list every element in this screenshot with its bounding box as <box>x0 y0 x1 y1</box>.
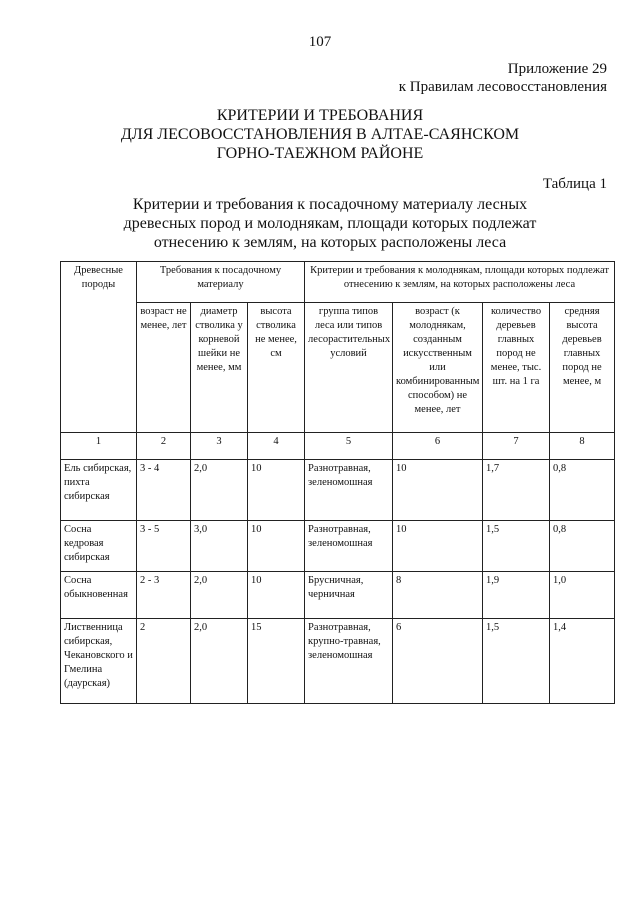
column-number: 4 <box>248 433 305 460</box>
table-cell: 1,5 <box>483 619 550 704</box>
page-number: 107 <box>308 34 332 50</box>
header-young-stands: Критерии и требования к молоднякам, площади которых подлежат отнесению к землям, на которых расположены леса <box>305 262 615 303</box>
table-cell: 10 <box>393 521 483 572</box>
column-number: 2 <box>137 433 191 460</box>
table-cell: 15 <box>248 619 305 704</box>
table-cell: Лиственница сибирская, Чекановского и Гмелина (даурская) <box>61 619 137 704</box>
document-title <box>0 106 640 163</box>
title-line-1: КРИТЕРИИ И ТРЕБОВАНИЯ <box>216 107 424 124</box>
table-row <box>61 572 615 619</box>
table-header-row-2 <box>61 303 615 433</box>
subheader-col-5: группа типов леса или типов лесорастительных условий <box>305 303 393 433</box>
table-cell: 1,5 <box>483 521 550 572</box>
table-cell: 10 <box>248 572 305 619</box>
table-cell: Разнотравная, зеленомошная <box>305 521 393 572</box>
table-cell: Сосна кедровая сибирская <box>61 521 137 572</box>
title-line-2: ДЛЯ ЛЕСОВОССТАНОВЛЕНИЯ В АЛТАЕ-САЯНСКОМ <box>120 126 520 143</box>
header-species: Древесные породы <box>61 262 137 433</box>
caption-line-2: древесных пород и молоднякам, площади которых подлежат <box>123 215 537 232</box>
header-planting-material: Требования к посадочному материалу <box>137 262 305 303</box>
table-cell: 3,0 <box>191 521 248 572</box>
table-caption <box>120 195 540 252</box>
title-line-3: ГОРНО-ТАЕЖНОМ РАЙОНЕ <box>216 145 424 162</box>
column-number: 1 <box>61 433 137 460</box>
table-cell: 2 <box>137 619 191 704</box>
column-number: 3 <box>191 433 248 460</box>
table-cell: 0,8 <box>550 460 615 521</box>
subheader-col-6: возраст (к молоднякам, созданным искусственным или комбинированным способом) не менее, лет <box>393 303 483 433</box>
table-cell: 2,0 <box>191 572 248 619</box>
column-number-row <box>61 433 615 460</box>
table-cell: 3 - 4 <box>137 460 191 521</box>
table-header-row-1 <box>61 262 615 303</box>
criteria-table <box>60 261 615 704</box>
table-cell: 1,4 <box>550 619 615 704</box>
table-cell: 2 - 3 <box>137 572 191 619</box>
subheader-col-7: количество деревьев главных пород не менее, тыс. шт. на 1 га <box>483 303 550 433</box>
subheader-col-4: высота стволика не менее, см <box>248 303 305 433</box>
column-number: 5 <box>305 433 393 460</box>
table-cell: 1,9 <box>483 572 550 619</box>
table-cell: Брусничная, черничная <box>305 572 393 619</box>
table-cell: 10 <box>248 460 305 521</box>
table-cell: 6 <box>393 619 483 704</box>
column-number: 6 <box>393 433 483 460</box>
column-number: 7 <box>483 433 550 460</box>
table-cell: 10 <box>248 521 305 572</box>
column-number: 8 <box>550 433 615 460</box>
table-cell: 10 <box>393 460 483 521</box>
subheader-col-8: средняя высота деревьев главных пород не менее, м <box>550 303 615 433</box>
appendix-line-1: Приложение 29 <box>507 61 607 77</box>
appendix-reference <box>399 60 607 96</box>
subheader-col-3: диаметр стволика у корневой шейки не менее, мм <box>191 303 248 433</box>
table-row <box>61 521 615 572</box>
table-cell: 1,0 <box>550 572 615 619</box>
table-label: Таблица 1 <box>542 176 607 192</box>
subheader-col-2: возраст не менее, лет <box>137 303 191 433</box>
caption-line-1: Критерии и требования к посадочному материалу лесных <box>132 196 528 213</box>
table-cell: 8 <box>393 572 483 619</box>
table-cell: 2,0 <box>191 460 248 521</box>
table-row <box>61 619 615 704</box>
table-cell: 3 - 5 <box>137 521 191 572</box>
caption-line-3: отнесению к землям, на которых расположены леса <box>153 234 507 251</box>
table-cell: Ель сибирская, пихта сибирская <box>61 460 137 521</box>
table-cell: Разнотравная, крупно-травная, зеленомошная <box>305 619 393 704</box>
table-cell: Сосна обыкновенная <box>61 572 137 619</box>
table-cell: 1,7 <box>483 460 550 521</box>
table-cell: 0,8 <box>550 521 615 572</box>
table-cell: Разнотравная, зеленомошная <box>305 460 393 521</box>
appendix-line-2: к Правилам лесовосстановления <box>398 79 607 95</box>
table-cell: 2,0 <box>191 619 248 704</box>
table-row <box>61 460 615 521</box>
